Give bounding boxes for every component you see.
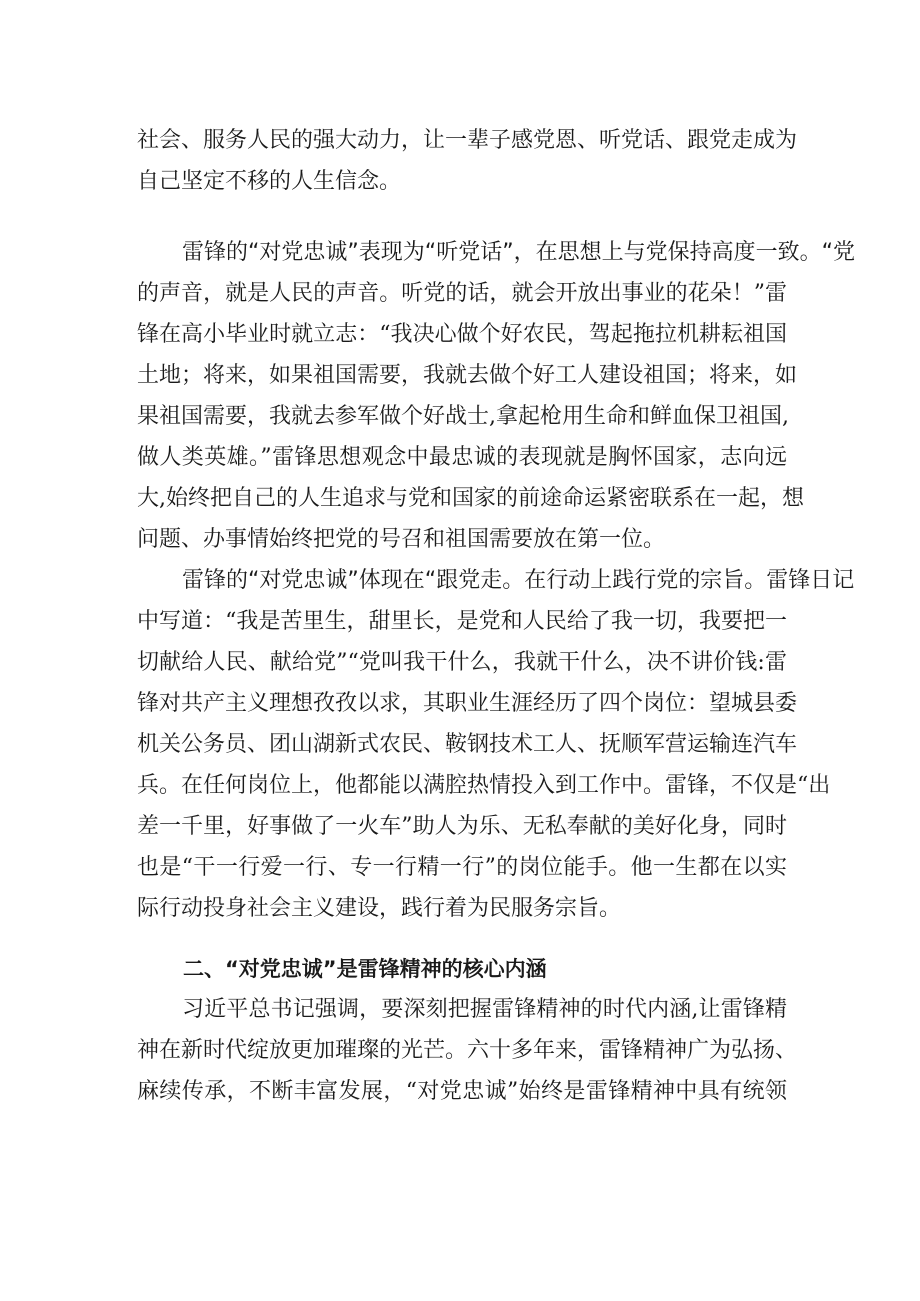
paragraph-line: 差一千里，好事做了一火车”助人为乐、无私奉献的美好化身，同时	[137, 814, 787, 839]
paragraph-line: 也是“干一行爱一行、专一行精一行”的岗位能手。他一生都在以实	[137, 855, 787, 880]
paragraph-line: 锋在高小毕业时就立志：“我决心做个好农民，驾起拖拉机耕耘祖国	[137, 322, 787, 347]
paragraph-line: 切献给人民、献给党”“党叫我干什么，我就干什么，决不讲价钱:雷	[137, 650, 787, 675]
paragraph-line: 雷锋的“对党忠诚”体现在“跟党走。在行动上践行党的宗旨。雷锋日记	[182, 568, 855, 593]
paragraph-line: 锋对共产主义理想孜孜以求，其职业生涯经历了四个岗位：望城县委	[137, 691, 798, 716]
paragraph-line: 中写道：“我是苦里生，甜里长，是党和人民给了我一切，我要把一	[137, 609, 787, 634]
paragraph-line: 习近平总书记强调，要深刻把握雷锋精神的时代内涵,让雷锋精	[182, 997, 787, 1022]
paragraph-line: 自己坚定不移的人生信念。	[137, 169, 402, 194]
paragraph-line: 问题、办事情始终把党的号召和祖国需要放在第一位。	[137, 527, 666, 552]
paragraph-line: 果祖国需要，我就去参军做个好战士,拿起枪用生命和鲜血保卫祖国,	[137, 404, 789, 429]
section-heading: 二、“对党忠诚”是雷锋精神的核心内涵	[183, 957, 547, 981]
paragraph-line: 神在新时代绽放更加璀璨的光芒。六十多年来，雷锋精神广为弘扬、	[137, 1038, 798, 1063]
paragraph-line: 土地；将来，如果祖国需要，我就去做个好工人建设祖国；将来，如	[137, 363, 798, 388]
paragraph-line: 大,始终把自己的人生追求与党和国家的前途命运紧密联系在一起，想	[137, 486, 804, 511]
paragraph-line: 机关公务员、团山湖新式农民、鞍钢技术工人、抚顺军营运输连汽车	[137, 732, 798, 757]
paragraph-line: 兵。在任何岗位上，他都能以满腔热情投入到工作中。雷锋，不仅是“出	[137, 773, 831, 798]
paragraph-line: 做人类英雄。”雷锋思想观念中最忠诚的表现就是胸怀国家，志向远	[137, 445, 787, 470]
paragraph-line: 雷锋的“对党忠诚”表现为“听党话”，在思想上与党保持高度一致。“党	[182, 240, 855, 265]
paragraph-line: 际行动投身社会主义建设，践行着为民服务宗旨。	[137, 896, 622, 921]
paragraph-line: 的声音，就是人民的声音。听党的话，就会开放出事业的花朵！”雷	[137, 281, 787, 306]
paragraph-line: 社会、服务人民的强大动力，让一辈子感党恩、听党话、跟党走成为	[137, 128, 798, 153]
paragraph-line: 麻续传承，不断丰富发展，“对党忠诚”始终是雷锋精神中具有统领	[137, 1079, 787, 1104]
